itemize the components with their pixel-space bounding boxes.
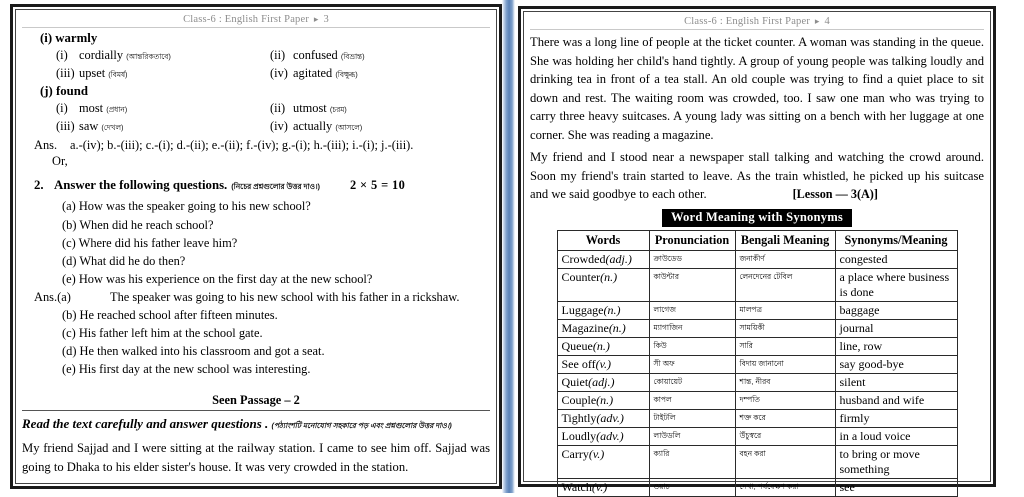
mcq-option-i-i-rn: (i)	[56, 48, 68, 62]
mcq-option-i-i-en: cordially	[79, 48, 124, 62]
cell-synonym: a place where business is done	[835, 268, 957, 301]
cell-bengali-meaning: দম্পতি	[735, 391, 835, 409]
table-row	[557, 391, 957, 409]
cell-word: Tightly(adv.)	[557, 409, 649, 427]
mcq-answer-text: a.-(iv); b.-(iii); c.-(i); d.-(ii); e.-(ii); f.-(iv); g.-(i); h.-(iii); i.-(i); j.-(iii).	[70, 138, 414, 153]
seen-passage-instruction-bn: (পঠ্যাংশটি মনোযোগ সহকারে পড় এবং প্রশ্নগুলোর উত্তর দাও।)	[271, 420, 452, 430]
answer-a-label: Ans.(a)	[34, 289, 71, 304]
right-header-title: Class-6 : English First Paper	[684, 16, 811, 27]
mcq-option-i-iv-rn: (iv)	[270, 65, 288, 80]
mcq-option-i-iv-bn: (বিক্ষুব্ধ)	[335, 69, 358, 79]
cell-pronunciation: সী অফ	[649, 355, 735, 373]
mcq-group-j	[22, 84, 490, 135]
seen-passage-body: My friend Sajjad and I were sitting at the railway station. I came to see him off. Sajjad was going to Dhaka to his elder sister's house. It was very crowded in the station.	[22, 441, 490, 475]
answer-item-d: (d) He then walked into his classroom and got a seat.	[62, 344, 325, 359]
mcq-option-j-iii-bn: (দেখল)	[101, 122, 124, 132]
passage-paragraph-2	[530, 148, 984, 204]
seen-passage-instruction	[22, 416, 490, 433]
cell-bengali-meaning: উঁচুস্বরে	[735, 427, 835, 445]
cell-synonym: say good-bye	[835, 355, 957, 373]
right-running-header	[530, 16, 984, 30]
passage-paragraph-1: There was a long line of people at the ticket counter. A woman was standing in the queue. She was holding her child's hand tightly. A group of young people was talking loudly and drinking tea in front of a tea stall. An old couple was trying to find a quiet place to sit down and rest. The waiting room was crowded, too. I saw one man who was trying to carry three heavy suitcases. A young lady was sitting on a bench with her luggage at one corner. She was reading a magazine.	[530, 35, 984, 142]
mcq-row-i-2	[56, 65, 490, 83]
cell-pronunciation: লাগেজ	[649, 301, 735, 319]
table-row	[557, 301, 957, 319]
mcq-stem-j-word: found	[56, 84, 89, 99]
mcq-option-j-iii-en: saw	[79, 118, 99, 133]
cell-synonym: line, row	[835, 337, 957, 355]
mcq-option-i-i-bn: (আন্তরিকতাবে)	[126, 52, 171, 61]
question-2-number: 2.	[34, 178, 44, 193]
mcq-option-i-ii[interactable]	[270, 47, 365, 65]
mcq-option-j-iv-en: actually	[293, 118, 333, 133]
mcq-option-i-iii-rn: (iii)	[56, 65, 75, 80]
word-meaning-table	[557, 230, 958, 497]
lesson-tag: [Lesson — 3(A)]	[792, 187, 878, 201]
answer-item-c: (c) His father left him at the school gate.	[62, 326, 263, 341]
or-separator: Or,	[52, 154, 68, 169]
question-2-title: Answer the following questions.	[54, 178, 228, 193]
table-row	[557, 427, 957, 445]
mcq-option-j-iii[interactable]	[56, 118, 270, 136]
mcq-option-i-ii-rn: (ii)	[270, 48, 286, 62]
mcq-option-i-iv-en: agitated	[293, 65, 333, 80]
mcq-option-i-iii-bn: (বিমর্ষ)	[108, 69, 128, 79]
question-2-marks: 2 × 5 = 10	[349, 178, 406, 193]
mcq-option-j-i-bn: (প্রধান)	[106, 105, 128, 115]
left-page-number: 3	[323, 14, 329, 25]
question-item-b: (b) When did he reach school?	[62, 217, 214, 232]
column-header-pronunciation: Pronunciation	[649, 230, 735, 250]
table-header-row	[557, 230, 957, 250]
cell-pronunciation: কোয়ায়েট	[649, 373, 735, 391]
cell-synonym: silent	[835, 373, 957, 391]
answer-item-e: (e) His first day at the new school was interesting.	[62, 362, 311, 377]
left-page-content	[15, 9, 497, 484]
column-header-words: Words	[557, 230, 649, 250]
word-meaning-banner-wrap	[530, 208, 984, 227]
mcq-stem-j-label: (j)	[40, 84, 53, 99]
cell-synonym: journal	[835, 319, 957, 337]
cell-pronunciation: লাউডলি	[649, 427, 735, 445]
cell-pronunciation: ক্যারি	[649, 445, 735, 478]
cell-pronunciation: টাইটলি	[649, 409, 735, 427]
cell-synonym: baggage	[835, 301, 957, 319]
cell-bengali-meaning: লেনদেনের টেবিল	[735, 268, 835, 301]
mcq-option-i-i[interactable]	[56, 47, 270, 65]
cell-pronunciation: কিউ	[649, 337, 735, 355]
cell-synonym: to bring or move something	[835, 445, 957, 478]
triangle-marker-icon: ▸	[814, 16, 820, 26]
passage-paragraph-2-text: My friend and I stood near a newspaper stall talking and watching the crowd around. Soon my friend's train started to leave. As the train whistled, he picked up his suitcase and we said goodbye to each other.	[530, 150, 984, 201]
mcq-option-j-i-en: most	[79, 101, 104, 116]
table-row	[557, 478, 957, 496]
seen-passage-instruction-en: Read the text carefully and answer questions .	[22, 415, 269, 431]
column-header-bengali-meaning: Bengali Meaning	[735, 230, 835, 250]
cell-synonym: husband and wife	[835, 391, 957, 409]
mcq-option-i-iv[interactable]	[270, 65, 358, 83]
table-row	[557, 250, 957, 268]
cell-word: Carry(v.)	[557, 445, 649, 478]
cell-pronunciation: কাউন্টার	[649, 268, 735, 301]
mcq-option-j-ii-bn: (চরম)	[329, 105, 347, 115]
question-2-bn: (নিচের প্রশ্নগুলোর উত্তর দাও।)	[231, 182, 320, 192]
cell-pronunciation: ওয়াচ	[649, 478, 735, 496]
left-page	[10, 4, 502, 489]
mcq-option-j-iv-bn: (আসলে)	[335, 122, 363, 132]
question-item-e: (e) How was his experience on the first day at the new school?	[62, 271, 373, 286]
cell-word: See off(v.)	[557, 355, 649, 373]
cell-word: Luggage(n.)	[557, 301, 649, 319]
mcq-option-i-ii-en: confused	[293, 48, 338, 62]
table-row	[557, 445, 957, 478]
right-page-content	[523, 11, 991, 494]
mcq-option-j-iii-rn: (iii)	[56, 118, 75, 133]
cell-bengali-meaning: সারি	[735, 337, 835, 355]
mcq-option-i-ii-bn: (বিভ্রান্ত)	[340, 52, 365, 61]
mcq-option-i-iii[interactable]	[56, 65, 270, 83]
mcq-option-j-ii[interactable]	[270, 100, 347, 118]
cell-pronunciation: ক্রাউডেড	[649, 250, 735, 268]
cell-pronunciation: কাপল	[649, 391, 735, 409]
mcq-answer-line	[34, 138, 490, 153]
cell-bengali-meaning: শান্ত, নীরব	[735, 373, 835, 391]
cell-word: Watch(v.)	[557, 478, 649, 496]
cell-bengali-meaning: দেখা, পর্যবেক্ষণ করা	[735, 478, 835, 496]
answer-a-text: The speaker was going to his new school with his father in a rickshaw.	[110, 289, 460, 304]
table-row	[557, 373, 957, 391]
page-spine-divider	[502, 0, 515, 493]
cell-word: Magazine(n.)	[557, 319, 649, 337]
answer-item-b: (b) He reached school after fifteen minutes.	[62, 308, 278, 323]
cell-synonym: firmly	[835, 409, 957, 427]
cell-word: Couple(n.)	[557, 391, 649, 409]
mcq-row-j-1	[56, 100, 490, 118]
cell-bengali-meaning: বিদায় জানানো	[735, 355, 835, 373]
cell-bengali-meaning: মালপত্র	[735, 301, 835, 319]
mcq-group-i	[22, 31, 490, 82]
cell-pronunciation: ম্যাগাজিন	[649, 319, 735, 337]
seen-passage-title: Seen Passage – 2	[22, 393, 490, 411]
mcq-stem-j	[40, 84, 490, 99]
left-header-title: Class-6 : English First Paper	[183, 14, 310, 25]
cell-bengali-meaning: শক্ত করে	[735, 409, 835, 427]
cell-synonym: in a loud voice	[835, 427, 957, 445]
cell-word: Crowded(adj.)	[557, 250, 649, 268]
mcq-option-j-i[interactable]	[56, 100, 270, 118]
column-header-synonyms: Synonyms/Meaning	[835, 230, 957, 250]
table-row	[557, 355, 957, 373]
left-running-header	[22, 14, 490, 28]
question-2-answers	[22, 288, 490, 379]
mcq-row-i-1	[56, 47, 490, 65]
table-row	[557, 268, 957, 301]
cell-bengali-meaning: বহন করা	[735, 445, 835, 478]
mcq-option-j-ii-rn: (ii)	[270, 101, 286, 116]
mcq-option-i-iii-en: upset	[79, 65, 106, 80]
question-2-heading	[34, 178, 490, 194]
question-item-c: (c) Where did his father leave him?	[62, 235, 238, 250]
cell-word: Queue(n.)	[557, 337, 649, 355]
table-row	[557, 337, 957, 355]
mcq-stem-i-label: (i)	[40, 31, 53, 45]
mcq-option-j-iv[interactable]	[270, 118, 362, 136]
mcq-option-j-ii-en: utmost	[293, 101, 327, 116]
cell-bengali-meaning: সাময়িকী	[735, 319, 835, 337]
mcq-option-j-iv-rn: (iv)	[270, 118, 288, 133]
cell-synonym: congested	[835, 250, 957, 268]
right-page	[518, 6, 996, 494]
word-meaning-banner: Word Meaning with Synonyms	[662, 209, 852, 227]
cell-word: Counter(n.)	[557, 268, 649, 301]
cell-word: Loudly(adv.)	[557, 427, 649, 445]
mcq-answer-label: Ans.	[34, 138, 58, 153]
mcq-stem-i	[40, 31, 490, 46]
answer-item-a	[34, 288, 490, 306]
right-page-number: 4	[824, 16, 830, 27]
table-row	[557, 319, 957, 337]
question-item-d: (d) What did he do then?	[62, 253, 186, 268]
mcq-row-j-2	[56, 118, 490, 136]
cell-synonym: see	[835, 478, 957, 496]
word-meaning-table-body	[557, 250, 957, 496]
mcq-stem-i-word: warmly	[55, 31, 98, 45]
triangle-marker-icon: ▸	[313, 14, 319, 24]
question-2-items	[22, 197, 490, 288]
cell-bengali-meaning: জনাকীর্ণ	[735, 250, 835, 268]
cell-word: Quiet(adj.)	[557, 373, 649, 391]
mcq-option-j-i-rn: (i)	[56, 101, 68, 116]
question-item-a: (a) How was the speaker going to his new school?	[62, 199, 311, 214]
table-row	[557, 409, 957, 427]
